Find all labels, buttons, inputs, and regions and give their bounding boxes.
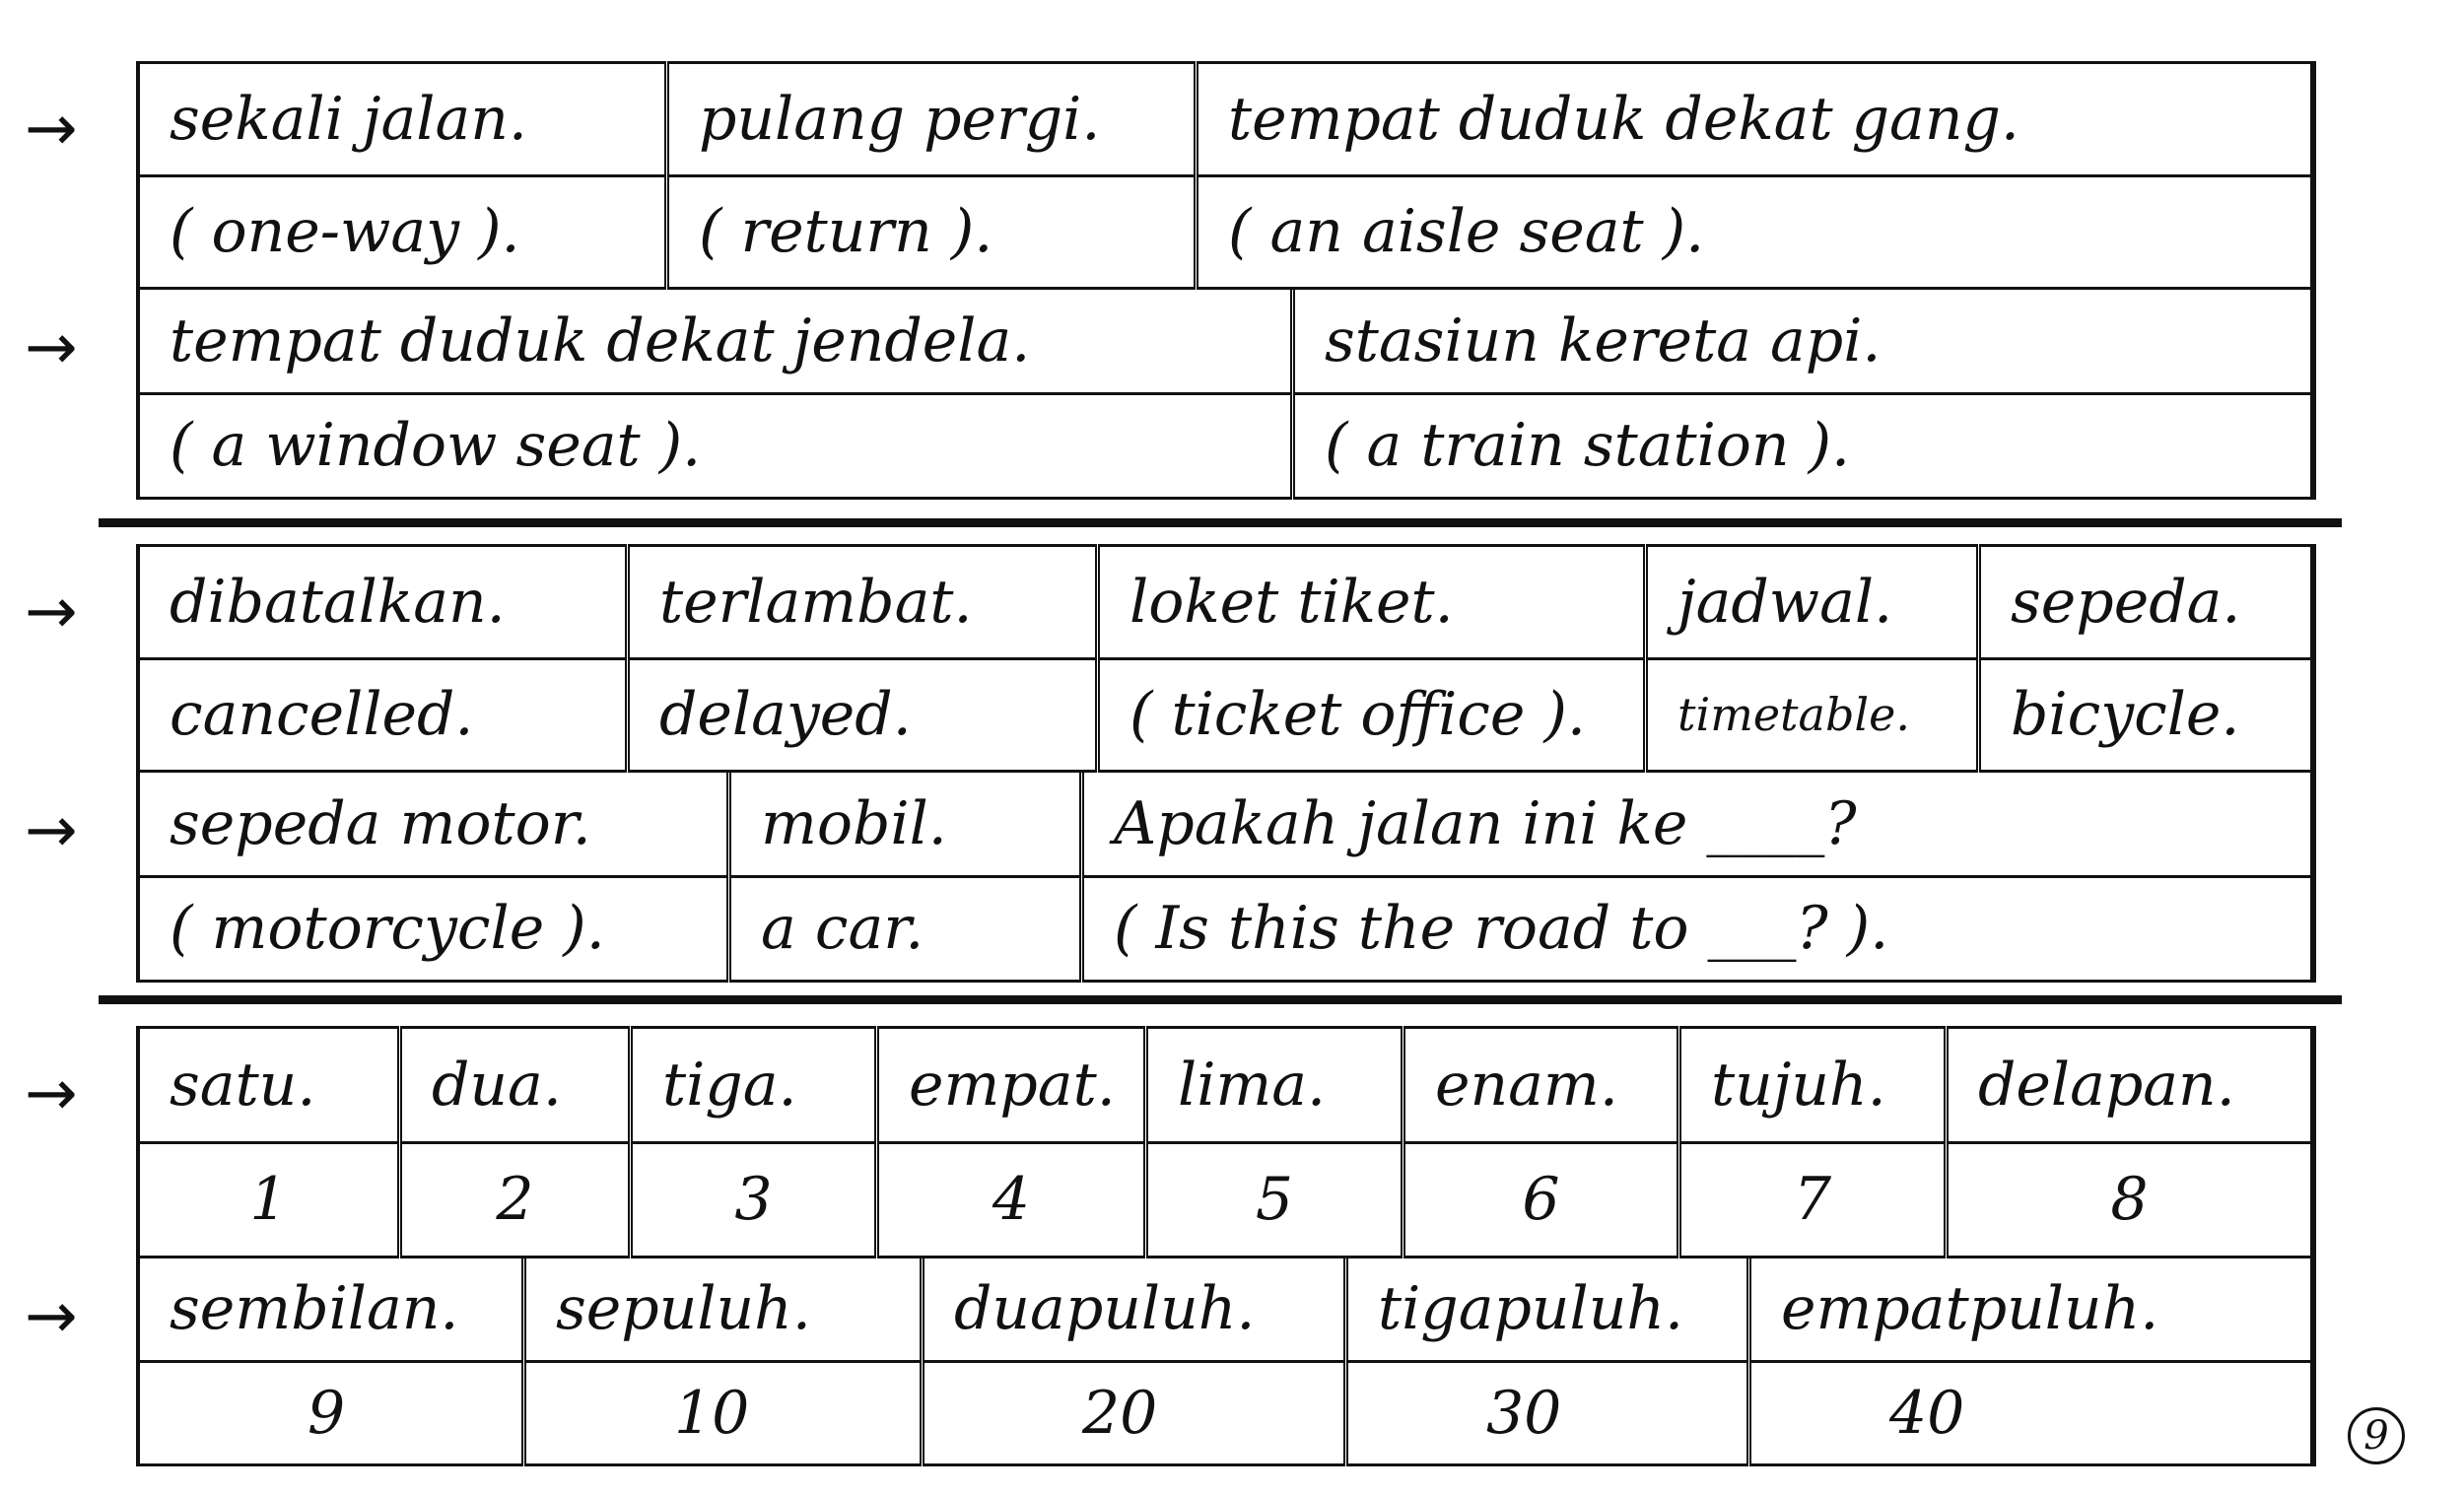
malay-number-word: tiga. xyxy=(633,1026,874,1144)
malay-word: terlambat. xyxy=(630,544,1095,660)
number-row xyxy=(136,1026,2316,1258)
malay-number-word: sepuluh. xyxy=(526,1258,920,1363)
numeral: 7 xyxy=(1681,1144,1944,1259)
malay-word: loket tiket. xyxy=(1100,544,1643,660)
page-number: 9 xyxy=(2348,1407,2405,1464)
malay-word: sepeda. xyxy=(1981,544,2310,660)
english-translation: cancelled. xyxy=(140,660,625,774)
vocab-cell-sepeda xyxy=(1981,544,2310,773)
malay-number-word: delapan. xyxy=(1949,1026,2310,1144)
english-translation: ( a train station ). xyxy=(1295,395,2310,501)
malay-number-word: enam. xyxy=(1405,1026,1677,1144)
malay-phrase: tempat duduk dekat gang. xyxy=(1198,61,2310,177)
numeral: 4 xyxy=(879,1144,1143,1259)
vocab-row xyxy=(136,773,2316,983)
english-translation: ( a window seat ). xyxy=(140,395,1290,501)
numeral: 2 xyxy=(402,1144,628,1259)
malay-number-word: tigapuluh. xyxy=(1348,1258,1746,1363)
number-cell-tiga xyxy=(633,1026,879,1258)
number-row xyxy=(136,1258,2316,1466)
number-cell-duapuluh xyxy=(924,1258,1348,1466)
vocab-cell-dibatalkan xyxy=(140,544,630,773)
english-translation: ( an aisle seat ). xyxy=(1198,177,2310,291)
number-cell-sembilan xyxy=(140,1258,526,1466)
malay-phrase: sekali jalan. xyxy=(140,61,664,177)
malay-number-word: empat. xyxy=(879,1026,1143,1144)
numeral: 9 xyxy=(140,1363,521,1467)
section-numbers xyxy=(25,1026,2316,1466)
english-translation: delayed. xyxy=(630,660,1095,774)
english-translation: ( Is this the road to ___? ). xyxy=(1084,878,2310,984)
malay-phrase: pulang pergi. xyxy=(669,61,1194,177)
english-translation: bicycle. xyxy=(1981,660,2310,774)
number-cell-empat xyxy=(879,1026,1148,1258)
section-divider xyxy=(99,995,2342,1004)
arrow-icon: → xyxy=(25,794,78,867)
vocab-cell-terlambat xyxy=(630,544,1100,773)
number-cell-lima xyxy=(1148,1026,1405,1258)
arrow-icon: → xyxy=(25,311,78,384)
numeral: 3 xyxy=(633,1144,874,1259)
numeral: 5 xyxy=(1148,1144,1401,1259)
malay-word: mobil. xyxy=(731,773,1079,878)
number-cell-enam xyxy=(1405,1026,1681,1258)
number-cell-tigapuluh xyxy=(1348,1258,1751,1466)
malay-number-word: lima. xyxy=(1148,1026,1401,1144)
vocab-cell-sepeda-motor xyxy=(140,773,731,983)
malay-phrase: stasiun kereta api. xyxy=(1295,290,2310,395)
malay-number-word: dua. xyxy=(402,1026,628,1144)
arrow-icon: → xyxy=(25,93,78,166)
vocab-cell-tempat-duduk-dekat-gang xyxy=(1198,61,2310,290)
vocab-row xyxy=(136,61,2316,290)
malay-phrase: Apakah jalan ini ke ____? xyxy=(1084,773,2310,878)
vocab-cell-apakah-jalan xyxy=(1084,773,2310,983)
malay-number-word: tujuh. xyxy=(1681,1026,1944,1144)
numeral: 10 xyxy=(526,1363,920,1467)
malay-number-word: sembilan. xyxy=(140,1258,521,1363)
number-cell-tujuh xyxy=(1681,1026,1949,1258)
section-transport xyxy=(25,544,2316,983)
number-cell-empatpuluh xyxy=(1751,1258,2310,1466)
vocab-cell-stasiun-kereta-api xyxy=(1295,290,2310,500)
vocab-cell-jadwal xyxy=(1648,544,1981,773)
malay-number-word: empatpuluh. xyxy=(1751,1258,2310,1363)
numeral: 30 xyxy=(1348,1363,1746,1467)
english-translation: ( motorcycle ). xyxy=(140,878,726,984)
vocab-cell-tempat-duduk-dekat-jendela xyxy=(140,290,1295,500)
number-cell-sepuluh xyxy=(526,1258,924,1466)
english-translation: ( one-way ). xyxy=(140,177,664,291)
number-cell-dua xyxy=(402,1026,633,1258)
vocab-cell-loket-tiket xyxy=(1100,544,1648,773)
number-cell-delapan xyxy=(1949,1026,2310,1258)
numeral: 1 xyxy=(140,1144,397,1259)
malay-word: jadwal. xyxy=(1648,544,1976,660)
numeral: 40 xyxy=(1751,1363,2310,1467)
vocab-cell-sekali-jalan xyxy=(140,61,669,290)
arrow-icon: → xyxy=(25,1057,78,1130)
malay-word: dibatalkan. xyxy=(140,544,625,660)
arrow-icon: → xyxy=(25,576,78,648)
english-translation: ( return ). xyxy=(669,177,1194,291)
section-divider xyxy=(99,518,2342,527)
malay-number-word: satu. xyxy=(140,1026,397,1144)
vocab-cell-pulang-pergi xyxy=(669,61,1198,290)
section-travel-phrases xyxy=(25,61,2316,500)
numeral: 8 xyxy=(1949,1144,2310,1259)
english-translation: a car. xyxy=(731,878,1079,984)
numeral: 6 xyxy=(1405,1144,1677,1259)
number-cell-satu xyxy=(140,1026,402,1258)
malay-number-word: duapuluh. xyxy=(924,1258,1343,1363)
malay-phrase: tempat duduk dekat jendela. xyxy=(140,290,1290,395)
english-translation: ( ticket office ). xyxy=(1100,660,1643,774)
vocab-row xyxy=(136,290,2316,500)
vocab-cell-mobil xyxy=(731,773,1084,983)
vocab-row xyxy=(136,544,2316,773)
arrow-icon: → xyxy=(25,1280,78,1353)
english-translation: timetable. xyxy=(1648,660,1976,774)
numeral: 20 xyxy=(924,1363,1343,1467)
malay-word: sepeda motor. xyxy=(140,773,726,878)
